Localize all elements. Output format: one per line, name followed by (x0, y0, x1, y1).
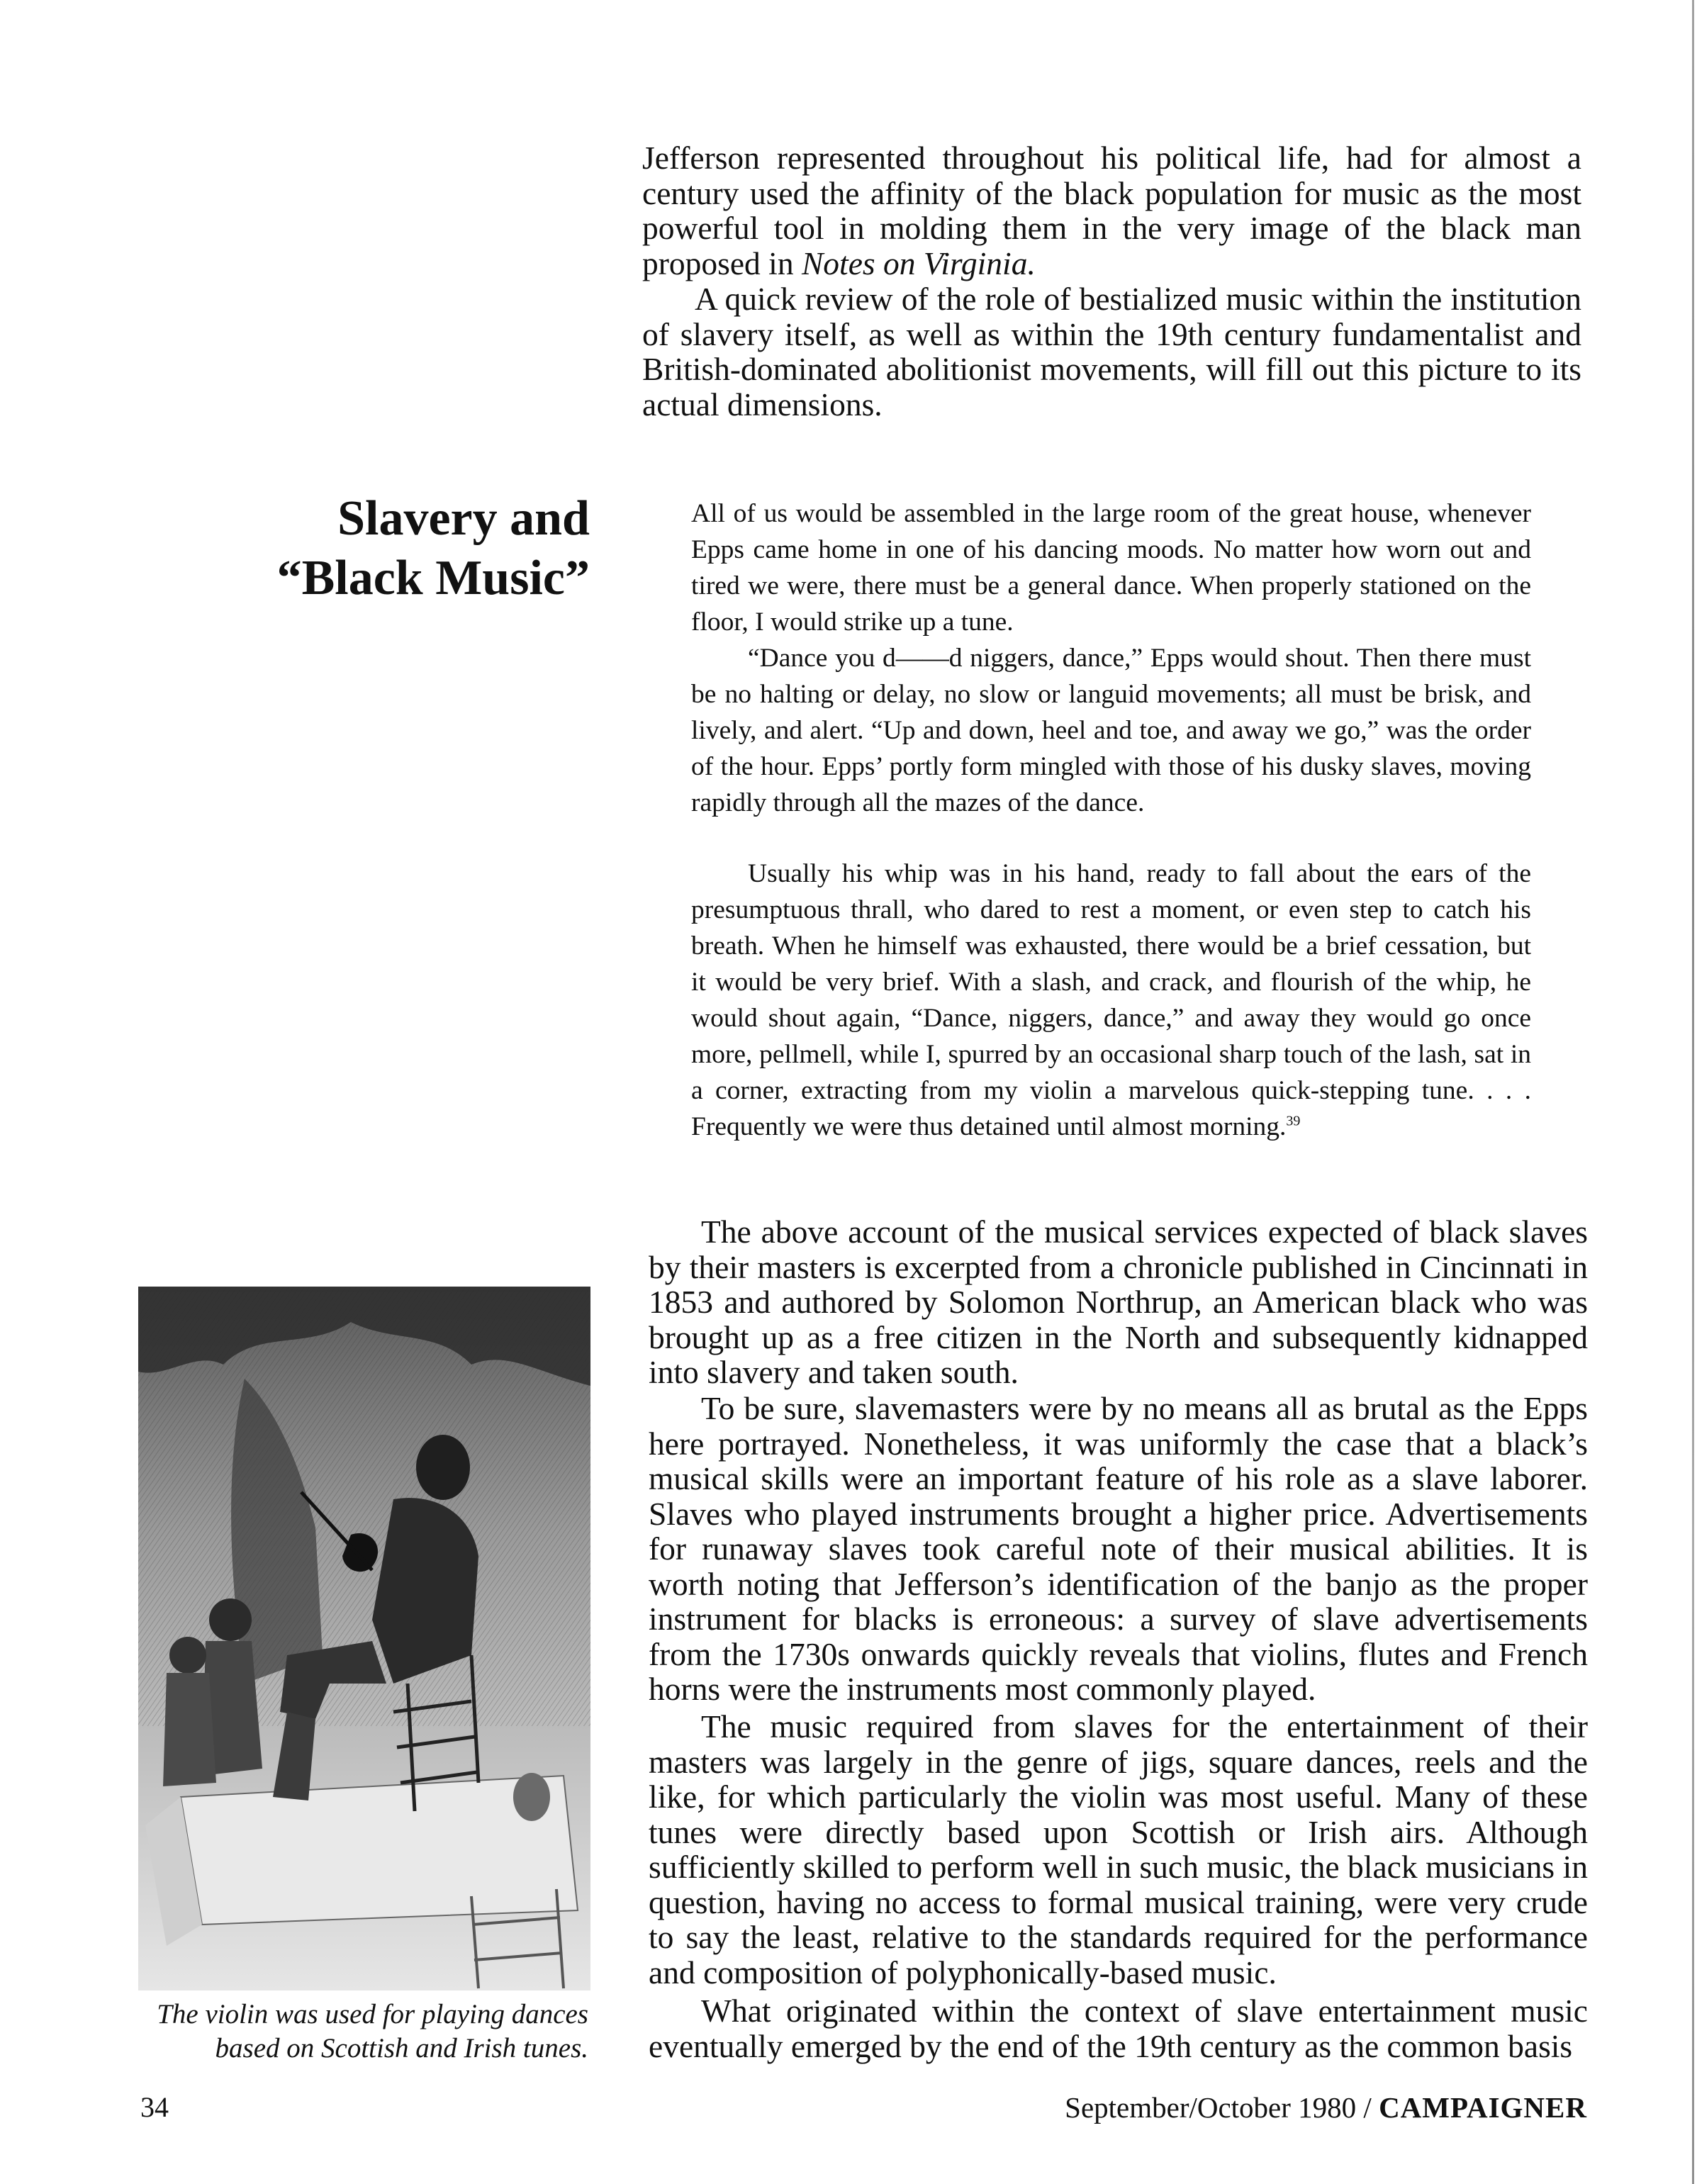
footnote-marker: 39 (1286, 1113, 1301, 1129)
running-footer (1065, 2090, 1587, 2125)
intro-paragraph-2: A quick review of the role of bestialized music within the institution of slavery itself, as well as within the 19th century fundamentalist and British-dominated abolitionist movements, will fill out this picture to its actual dimensions. (642, 281, 1581, 422)
body-paragraph-4: What originated within the context of slave entertainment music eventually emerged by the end of the 19th century as the common basis (649, 1993, 1588, 2064)
illustration-violinist (138, 1287, 590, 1990)
book-title-notes-on-virginia: Notes on Virginia. (801, 245, 1036, 281)
intro-paragraph-1-text: Jefferson represented throughout his political life, had for almost a century used the affinity of the black population for music as the most powerful tool in molding them in the very image of the black man proposed in (642, 140, 1581, 281)
page-number: 34 (140, 2091, 169, 2123)
intro-paragraph-1 (642, 140, 1581, 281)
section-heading (213, 489, 590, 608)
body-paragraph-2: To be sure, slavemasters were by no means all as brutal as the Epps here portrayed. Nonetheless, it was uniformly the case that a black’s musical skills were an important feature of his role as a slave laborer. Slaves who played instruments brought a higher price. Advertisements for runaway slaves took careful note of their musical abilities. It is worth noting that Jefferson’s identification of the banjo as the proper instrument for blacks is erroneous: a survey of slave advertisements from the 1730s onwards quickly reveals that violins, flutes and French horns were the instruments most commonly played. (649, 1390, 1588, 1707)
figure-caption-line-1: The violin was used for playing dances (157, 1999, 588, 2029)
body-paragraph-3: The music required from slaves for the entertainment of their masters was largely in the genre of jigs, square dances, reels and the like, for which particularly the violin was most useful. Many of these tunes were directly based upon Scottish or Irish airs. Although sufficiently skilled to perform well in such music, the black musicians in question, having no access to formal musical training, were very crude to say the least, relative to the standards required for the performance and composition of polyphonically-based music. (649, 1708, 1588, 1990)
figure-caption-line-2: based on Scottish and Irish tunes. (215, 2033, 588, 2063)
page-edge-shadow (1692, 0, 1694, 2184)
section-heading-line-2: “Black Music” (276, 551, 590, 605)
issue-date: September/October 1980 / (1065, 2091, 1379, 2124)
quote-paragraph-2: “Dance you d——d niggers, dance,” Epps would shout. Then there must be no halting or delay, no slow or languid movements; all must be brisk, and lively, and alert. “Up and down, heel and toe, and away we go,” was the order of the hour. Epps’ portly form mingled with those of his dusky slaves, moving rapidly through all the mazes of the dance. (691, 644, 1531, 817)
quote-paragraph-3 (691, 856, 1531, 1145)
quote-paragraph-1: All of us would be assembled in the large room of the great house, whenever Epps came home in one of his dancing moods. No matter how worn out and tired we were, there must be a general dance. When properly stationed on the floor, I would strike up a tune. (691, 499, 1531, 637)
magazine-name: CAMPAIGNER (1379, 2091, 1587, 2124)
quote-paragraph-3-text: Usually his whip was in his hand, ready to fall about the ears of the presumptuous thrall, who dared to rest a moment, or even step to catch his breath. When he himself was exhausted, there would be a brief cessation, but it would be very brief. With a slash, and crack, and flourish of the whip, he would shout again, “Dance, niggers, dance,” and away they would go once more, pellmell, while I, spurred by an occasional sharp touch of the lash, sat in a corner, extracting from my violin a marvelous quick-stepping tune. . . . Frequently we were thus detained until almost morning. (691, 859, 1531, 1141)
body-paragraph-1: The above account of the musical services expected of black slaves by their masters is excerpted from a chronicle published in Cincinnati in 1853 and authored by Solomon Northrup, an American black who was brought up as a free citizen in the North and subsequently kidnapped into slavery and taken south. (649, 1214, 1588, 1390)
section-heading-line-1: Slavery and (337, 491, 590, 546)
violinist-drawing (138, 1287, 590, 1990)
figure-caption (135, 1998, 588, 2066)
